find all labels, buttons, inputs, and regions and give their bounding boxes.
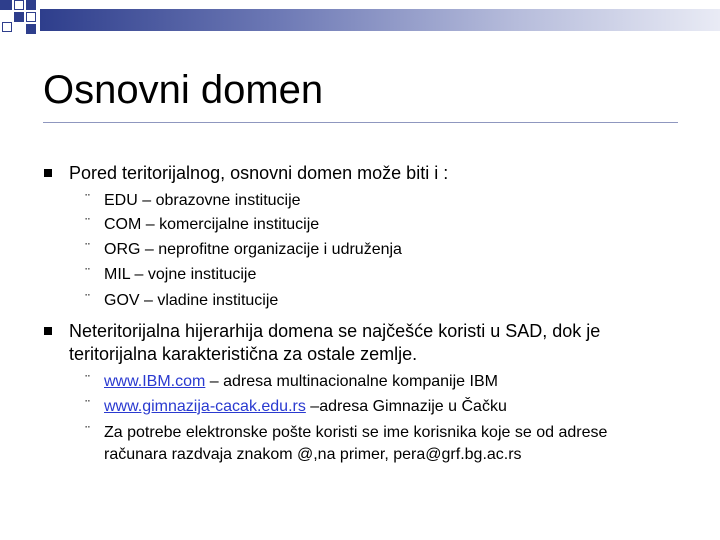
bullet-square-icon xyxy=(44,169,52,177)
sub-bullet-icon: ¨ xyxy=(84,425,91,441)
sub-item-com: COM – komercijalne institucije xyxy=(104,216,320,233)
sub-item-email-line2: računara razdvaja znakom @,na primer, pera@grf.bg.ac.rs xyxy=(104,446,522,463)
decor-square xyxy=(26,24,36,34)
decor-square xyxy=(14,12,24,22)
gimnazija-link[interactable]: www.gimnazija-cacak.edu.rs xyxy=(104,398,306,415)
decor-square xyxy=(26,12,36,22)
title-underline xyxy=(43,122,678,123)
ibm-description: – adresa multinacionalne kompanije IBM xyxy=(205,373,498,390)
sub-item-gimnazija xyxy=(104,397,507,417)
sub-bullet-icon: ¨ xyxy=(84,374,91,390)
sub-bullet-icon: ¨ xyxy=(84,242,91,258)
sub-bullet-icon: ¨ xyxy=(84,267,91,283)
sub-item-mil: MIL – vojne institucije xyxy=(104,266,257,283)
sub-item-edu: EDU – obrazovne institucije xyxy=(104,192,301,209)
sub-bullet-icon: ¨ xyxy=(84,293,91,309)
sub-bullet-icon: ¨ xyxy=(84,193,91,209)
ibm-link[interactable]: www.IBM.com xyxy=(104,373,206,390)
sub-item-ibm xyxy=(104,372,498,392)
sub-item-gov: GOV – vladine institucije xyxy=(104,292,279,309)
header-decoration xyxy=(0,0,720,40)
decor-square xyxy=(2,22,12,32)
slide-title: Osnovni domen xyxy=(43,68,324,112)
sub-item-email-line1: Za potrebe elektronske pošte koristi se ime korisnika koje se od adrese xyxy=(104,424,608,441)
bullet-2-text-line1: Neteritorijalna hijerarhija domena se najčešće koristi u SAD, dok je xyxy=(69,321,601,341)
gimnazija-description: –adresa Gimnazije u Čačku xyxy=(305,398,507,415)
decor-square xyxy=(26,0,36,10)
header-gradient-bar xyxy=(40,9,720,31)
bullet-1-text: Pored teritorijalnog, osnovni domen može biti i : xyxy=(69,163,449,183)
bullet-2-text-line2: teritorijalna karakteristična za ostale zemlje. xyxy=(69,344,418,364)
decor-square xyxy=(14,0,24,10)
bullet-square-icon xyxy=(44,327,52,335)
sub-bullet-icon: ¨ xyxy=(84,217,91,233)
decor-square xyxy=(0,0,12,10)
sub-item-org: ORG – neprofitne organizacije i udruženja xyxy=(104,241,402,258)
sub-bullet-icon: ¨ xyxy=(84,399,91,415)
